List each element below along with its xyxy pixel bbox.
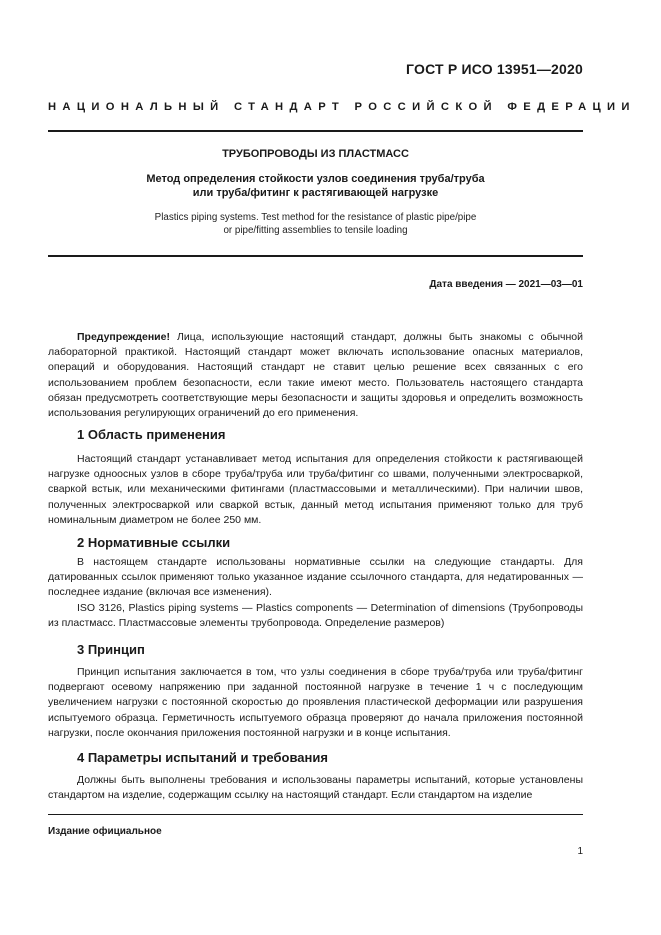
section-4-body bbox=[48, 773, 583, 803]
section-3-heading: 3 Принцип bbox=[77, 642, 145, 657]
title-ru-line-2: или труба/фитинг к растягивающей нагрузке bbox=[192, 187, 439, 199]
title-en-line-1: Plastics piping systems. Test method for the resistance of plastic pipe/pipe bbox=[154, 212, 477, 223]
section-3-body bbox=[48, 665, 583, 741]
title-divider bbox=[48, 255, 583, 257]
section-4-heading: 4 Параметры испытаний и требования bbox=[77, 750, 328, 765]
header-divider bbox=[48, 130, 583, 132]
section-1-paragraph-1: Настоящий стандарт устанавливает метод испытания для определения стойкости к растягивающей нагрузке одноосных узлов в сборе труба/труба или труба/фитинг со швами, полученными электросваркой, сваркой встык, или механическими фитингами (пластмассовыми и металлическими). При наличии швов, полученных электросваркой или сваркой встык, данный метод испытания применяют только для труб номинальным диаметром не более 250 мм. bbox=[48, 453, 583, 526]
standard-code: ГОСТ Р ИСО 13951—2020 bbox=[406, 61, 583, 77]
section-4-paragraph-1: Должны быть выполнены требования и использованы параметры испытаний, которые установлены стандартом на изделие, содержащим ссылку на настоящий стандарт. Если стандартом на изделие bbox=[48, 774, 583, 802]
footer-divider bbox=[48, 814, 583, 815]
section-1-body bbox=[48, 452, 583, 528]
section-2-heading: 2 Нормативные ссылки bbox=[77, 535, 231, 550]
section-2-body bbox=[48, 555, 583, 631]
national-standard-banner: НАЦИОНАЛЬНЫЙ СТАНДАРТ РОССИЙСКОЙ ФЕДЕРАЦИИ bbox=[48, 101, 636, 113]
section-2-paragraph-1: В настоящем стандарте использованы нормативные ссылки на следующие стандарты. Для датированных ссылок применяют только указанное издание ссылочного стандарта, для недатированных — последнее издание (включая все изменения). bbox=[48, 556, 583, 599]
title-ru-line-1: Метод определения стойкости узлов соединения труба/труба bbox=[146, 173, 485, 185]
intro-date: Дата введения — 2021—03—01 bbox=[429, 279, 583, 290]
section-3-paragraph-1: Принцип испытания заключается в том, что узлы соединения в сборе труба/труба или труба/фитинг подвергают осевому напряжению при заданной постоянной нагрузке в течение 1 ч с последующим увеличением нагрузки с постоянной скоростью до проявления пластической деформации или разрушения испытуемого образца. Герметичность испытуемого образца проверяют до начала приложения постоянной нагрузки, после окончания приложения постоянной нагрузки и в конце испытания. bbox=[48, 666, 583, 739]
page-number: 1 bbox=[577, 846, 583, 857]
warning-paragraph bbox=[48, 330, 583, 421]
section-2-paragraph-2: ISO 3126, Plastics piping systems — Plastics components — Determination of dimensions (Трубопроводы из пластмасс. Пластмассовые элементы трубопровода. Определение размеров) bbox=[48, 601, 583, 629]
document-main-title: ТРУБОПРОВОДЫ ИЗ ПЛАСТМАСС bbox=[222, 148, 409, 160]
official-edition-label: Издание официальное bbox=[48, 826, 162, 837]
document-title-en bbox=[48, 211, 583, 237]
warning-text: Лица, использующие настоящий стандарт, должны быть знакомы с обычной лабораторной практикой. Настоящий стандарт может включать использование опасных материалов, операций и оборудования. Настоящий стандарт не ставит целью решение всех связанных с его использованием проблем безопасности, если такие имеют место. Пользователь настоящего стандарта обязан предусмотреть соответствующие меры безопасности и защиты здоровья и определить возможность использования регулирующих ограничений до его применения. bbox=[48, 331, 583, 420]
document-title-ru bbox=[48, 172, 583, 200]
section-1-heading: 1 Область применения bbox=[77, 427, 226, 442]
title-en-line-2: or pipe/fitting assemblies to tensile loading bbox=[223, 225, 408, 236]
warning-label: Предупреждение! bbox=[77, 331, 170, 343]
